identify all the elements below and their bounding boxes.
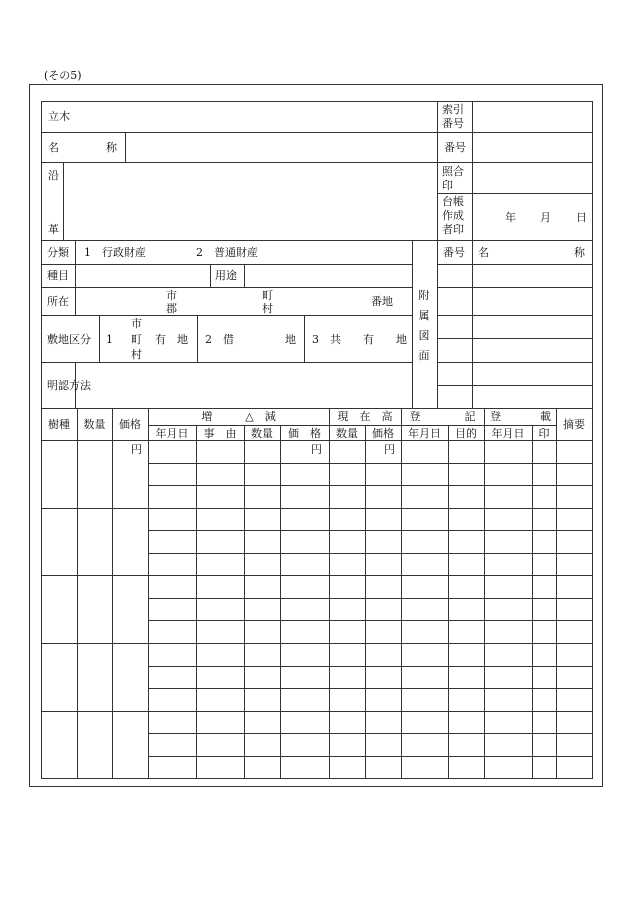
- table-rule-line: [148, 485, 593, 486]
- location-banchi: 番地: [371, 295, 393, 308]
- identification-method-label: 明認方法: [47, 379, 91, 392]
- location-town: 町: [262, 289, 273, 302]
- subcol-registration-date: 年月日: [408, 427, 441, 440]
- item-label: 種目: [47, 269, 69, 282]
- table-rule-line: [41, 711, 593, 712]
- class-administrative-property: 1 行政財産: [84, 246, 146, 259]
- table-rule-line: [437, 287, 593, 288]
- subcol-quantity: 数量: [251, 427, 273, 440]
- table-rule-line: [148, 553, 593, 554]
- site-category-label: 敷地区分: [47, 333, 91, 346]
- attached-number-label: 番号: [443, 246, 465, 259]
- location-city: 市: [166, 289, 177, 302]
- table-rule-line: [304, 315, 305, 363]
- table-rule-line: [472, 101, 473, 241]
- table-rule-line: [532, 425, 533, 779]
- name-label-2: 称: [106, 141, 117, 154]
- table-rule-line: [412, 240, 413, 409]
- history-label: 沿: [48, 169, 59, 182]
- col-listing: 登: [490, 410, 501, 423]
- table-rule-line: [197, 315, 198, 363]
- subcol-listing-date: 年月日: [491, 427, 525, 440]
- attached-drawings-label: 附 属 図 面: [418, 289, 430, 362]
- table-rule-line: [148, 666, 593, 667]
- attached-name-label-2: 称: [574, 246, 585, 259]
- table-rule-line: [41, 508, 593, 509]
- table-rule-line: [437, 362, 593, 363]
- history-label-2: 革: [48, 223, 59, 236]
- date-year: 年: [505, 211, 516, 224]
- number-label: 番号: [444, 141, 466, 154]
- subcol-registration-purpose: 目的: [455, 427, 477, 440]
- location-county: 郡: [166, 302, 177, 315]
- site-option-2-borrowed: 2 借: [205, 333, 234, 346]
- table-rule-line: [41, 778, 593, 779]
- col-price: 価格: [119, 418, 141, 431]
- table-rule-line: [41, 162, 593, 163]
- table-rule-line: [148, 425, 557, 426]
- subcol-current-price: 価格: [372, 427, 394, 440]
- attached-name-label: 名: [478, 246, 489, 259]
- table-rule-line: [112, 408, 113, 779]
- table-rule-line: [448, 425, 449, 779]
- col-species: 樹種: [48, 418, 70, 431]
- table-rule-line: [41, 240, 42, 409]
- site-option-1-owned-land: 有 地: [155, 333, 188, 346]
- table-rule-line: [472, 240, 473, 409]
- table-rule-line: [41, 408, 42, 779]
- table-rule-line: [41, 643, 593, 644]
- table-rule-line: [244, 264, 245, 288]
- table-rule-line: [148, 598, 593, 599]
- table-rule-line: [63, 162, 64, 241]
- table-rule-line: [41, 264, 413, 265]
- table-rule-line: [437, 385, 593, 386]
- table-rule-line: [41, 287, 413, 288]
- table-rule-line: [41, 101, 42, 241]
- classification-label: 分類: [47, 246, 69, 259]
- check-seal-label: 照合 印: [442, 165, 464, 192]
- table-rule-line: [437, 264, 593, 265]
- standing-timber-title: 立木: [48, 110, 70, 123]
- location-label: 所在: [47, 295, 69, 308]
- col-current-holding: 現 在 高: [337, 410, 393, 423]
- table-rule-line: [148, 530, 593, 531]
- col-registration: 登 記: [409, 410, 476, 423]
- table-rule-line: [437, 101, 438, 241]
- table-rule-line: [75, 240, 76, 316]
- table-rule-line: [41, 240, 593, 241]
- price-yen-unit: 円: [131, 443, 142, 456]
- table-rule-line: [365, 425, 366, 779]
- page-section-label: (その5): [44, 69, 82, 82]
- site-option-1-town: 町: [131, 333, 142, 346]
- current-price-yen-unit: 円: [384, 443, 395, 456]
- site-option-1-village: 村: [131, 348, 142, 361]
- col-quantity: 数量: [83, 418, 106, 431]
- site-option-3-shared-land: 3 共 有 地: [312, 333, 407, 346]
- table-rule-line: [125, 132, 126, 163]
- class-ordinary-property: 2 普通財産: [196, 246, 258, 259]
- site-option-2-land: 地: [285, 333, 296, 346]
- table-rule-line: [148, 733, 593, 734]
- table-rule-line: [592, 101, 593, 241]
- ledger-preparer-seal-label: 台帳 作成 者印: [442, 195, 464, 236]
- table-rule-line: [41, 362, 413, 363]
- subcol-price: 価 格: [288, 427, 321, 440]
- table-rule-line: [99, 315, 100, 363]
- subcol-date: 年月日: [155, 427, 189, 440]
- outer-border: [602, 84, 603, 787]
- location-village: 村: [262, 302, 273, 315]
- use-label: 用途: [215, 269, 237, 282]
- outer-border: [29, 84, 603, 85]
- table-rule-line: [41, 315, 413, 316]
- name-label: 名: [48, 141, 59, 154]
- outer-border: [29, 84, 30, 787]
- table-rule-line: [41, 575, 593, 576]
- date-month: 月: [540, 211, 551, 224]
- change-price-yen-unit: 円: [311, 443, 322, 456]
- site-option-1-number: 1: [106, 333, 113, 346]
- table-rule-line: [280, 425, 281, 779]
- table-rule-line: [148, 620, 593, 621]
- col-remarks: 摘要: [563, 418, 585, 431]
- table-rule-line: [437, 315, 593, 316]
- table-rule-line: [148, 756, 593, 757]
- subcol-current-quantity: 数量: [336, 427, 358, 440]
- table-rule-line: [41, 132, 593, 133]
- table-rule-line: [41, 101, 593, 102]
- table-rule-line: [437, 193, 593, 194]
- table-rule-line: [592, 240, 593, 409]
- subcol-reason: 事 由: [203, 427, 237, 440]
- table-rule-line: [437, 338, 593, 339]
- index-number-label: 索引 番号: [442, 103, 464, 130]
- date-day: 日: [576, 211, 587, 224]
- table-rule-line: [196, 425, 197, 779]
- table-rule-line: [41, 408, 593, 409]
- table-rule-line: [210, 264, 211, 288]
- col-increase-decrease: 増 △ 減: [201, 410, 276, 423]
- table-rule-line: [148, 688, 593, 689]
- table-rule-line: [437, 240, 438, 409]
- outer-border: [29, 786, 603, 787]
- col-listing-2: 載: [540, 410, 551, 423]
- table-rule-line: [77, 408, 78, 779]
- table-rule-line: [41, 440, 593, 441]
- table-rule-line: [148, 463, 593, 464]
- table-rule-line: [244, 425, 245, 779]
- site-option-1-city: 市: [131, 317, 142, 330]
- subcol-listing-seal: 印: [538, 427, 550, 440]
